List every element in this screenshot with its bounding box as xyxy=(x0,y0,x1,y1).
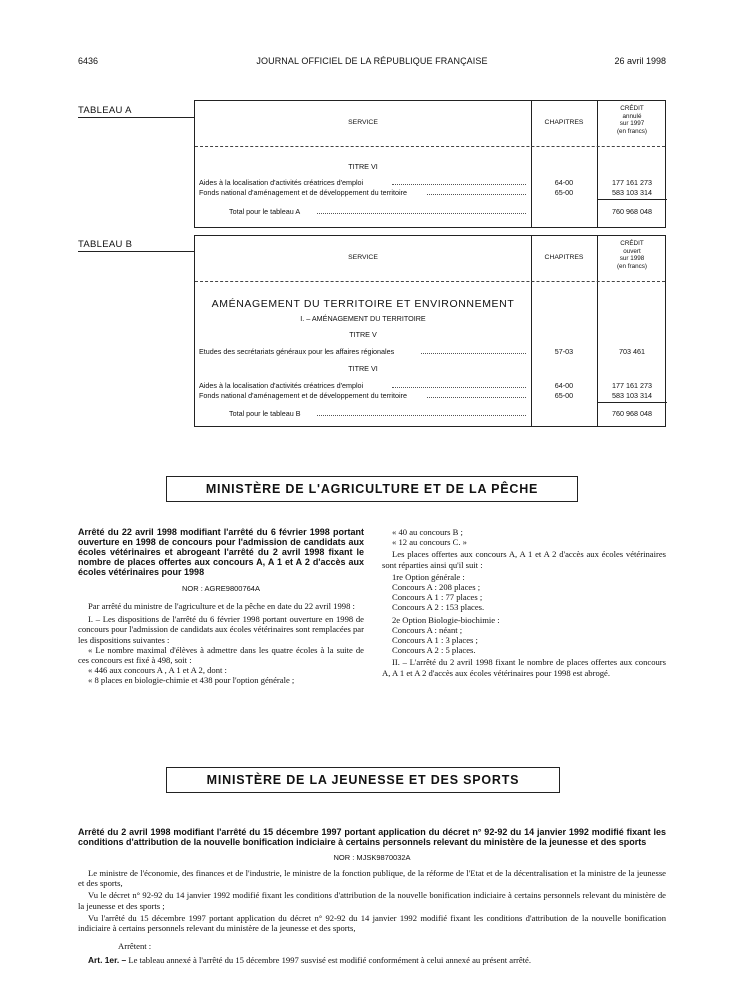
paragraph: Le ministre de l'économie, des finances et de l'industrie, le ministre de la fonction publique, de la réforme de l'Etat et de la décentralisation et la ministre de la jeunesse et des sports, xyxy=(78,868,666,889)
ministry-agriculture-title: MINISTÈRE DE L'AGRICULTURE ET DE LA PÊCHE xyxy=(166,476,578,502)
paragraph: 1re Option générale : xyxy=(392,571,465,582)
page-number: 6436 xyxy=(78,56,99,66)
table-row: Aides à la localisation d'activités créatrices d'emploi 64-00 177 161 273 xyxy=(199,381,652,390)
article-text: Le tableau annexé à l'arrêté du 15 décembre 1997 susvisé est modifié conformément à celui annexé au présent arrêté. xyxy=(128,955,531,966)
tableau-a-header xyxy=(195,101,665,147)
paragraph: Concours A 2 : 5 places. xyxy=(392,645,476,656)
paragraph: Concours A 1 : 3 places ; xyxy=(392,635,478,646)
paragraph: Concours A : néant ; xyxy=(392,624,463,635)
titre-vi: TITRE VI xyxy=(348,364,378,373)
article-1 xyxy=(78,955,666,965)
paragraph: 2e Option Biologie-biochimie : xyxy=(392,614,500,625)
paragraph: Vu le décret n° 92-92 du 14 janvier 1992 modifié fixant les conditions d'attribution de la nouvelle bonification indiciaire à certains personnels relevant du ministère de la jeunesse et des sports ; xyxy=(78,890,666,911)
section-title: AMÉNAGEMENT DU TERRITOIRE ET ENVIRONNEMENT xyxy=(211,298,515,310)
paragraph: Concours A : 208 places ; xyxy=(392,582,481,593)
ministry-jeunesse-title: MINISTÈRE DE LA JEUNESSE ET DES SPORTS xyxy=(166,767,560,793)
tableau-a-label: TABLEAU A xyxy=(78,105,194,118)
arrete-title: Arrêté du 2 avril 1998 modifiant l'arrêté du 15 décembre 1997 portant application du décret n° 92-92 du 14 janvier 1992 modifié fixant les conditions d'attribution de la nouvelle bonification indiciaire à certains personnels relevant du ministère de la jeunesse et des sports xyxy=(78,827,666,847)
table-total-row: Total pour le tableau B 760 968 048 xyxy=(229,409,652,418)
tableau-b-label: TABLEAU B xyxy=(78,239,194,252)
tableau-b xyxy=(194,235,666,427)
paragraph: « 12 au concours C. » xyxy=(392,537,467,548)
nor-reference: NOR : MJSK9870032A xyxy=(333,853,411,862)
paragraph: « 40 au concours B ; xyxy=(392,527,463,537)
col-credit: CRÉDIT ouvert sur 1998 (en francs) xyxy=(616,240,648,270)
publication-date: 26 avril 1998 xyxy=(614,56,666,66)
paragraph: I. – Les dispositions de l'arrêté du 6 février 1998 portant ouverture en 1998 de concours pour l'admission de candidats aux écoles vétérinaires sont remplacées par les dispositions suivantes : xyxy=(78,614,364,645)
titre-vi: TITRE VI xyxy=(348,162,378,171)
table-total-row: Total pour le tableau A 760 968 048 xyxy=(229,207,652,216)
paragraph: « Le nombre maximal d'élèves à admettre dans les quatre écoles à la suite de ces concours est fixé à 498, soit : xyxy=(78,644,364,666)
paragraph: II. – L'arrêté du 2 avril 1998 fixant le nombre de places offertes aux concours A, A 1 et A 2 d'accès aux écoles vétérinaires pour 1998 est abrogé. xyxy=(382,657,666,678)
arretent: Arrêtent : xyxy=(118,941,152,952)
paragraph: Concours A 1 : 77 places ; xyxy=(392,592,483,603)
table-row: Fonds national d'aménagement et de développement du territoire 65-00 583 103 314 xyxy=(199,391,652,400)
tableau-b-header xyxy=(195,236,665,282)
table-row: Aides à la localisation d'activités créatrices d'emploi 64-00 177 161 273 xyxy=(199,178,652,187)
tableau-a xyxy=(194,100,666,228)
arrete-jeunesse xyxy=(78,827,666,966)
paragraph: « 8 places en biologie-chimie et 438 pour l'option générale ; xyxy=(88,675,295,686)
page-header xyxy=(78,56,666,70)
col-credit: CRÉDIT annulé sur 1997 (en francs) xyxy=(616,105,648,135)
subsection-title: I. – AMÉNAGEMENT DU TERRITOIRE xyxy=(300,314,426,323)
paragraph: Par arrêté du ministre de l'agriculture et de la pêche en date du 22 avril 1998 : xyxy=(88,601,355,611)
paragraph: Vu l'arrêté du 15 décembre 1997 portant application du décret n° 92-92 du 14 janvier 1992 modifié fixant les conditions d'attribution de la nouvelle bonification indiciaire à certains personnels relevant du ministère de la jeunesse et des sports, xyxy=(78,912,666,934)
paragraph: « 446 aux concours A , A 1 et A 2, dont : xyxy=(88,665,227,676)
arrete-agriculture-left-column xyxy=(78,527,364,686)
col-service: SERVICE xyxy=(348,119,378,126)
article-label: Art. 1er. – xyxy=(88,955,127,966)
col-chapitres: CHAPITRES xyxy=(544,254,584,261)
journal-title: JOURNAL OFFICIEL DE LA RÉPUBLIQUE FRANÇAISE xyxy=(256,56,488,66)
arrete-title: Arrêté du 22 avril 1998 modifiant l'arrêté du 6 février 1998 portant ouverture en 1998 de concours pour l'admission de candidats aux écoles vétérinaires et abrogeant l'arrêté du 2 avril 1998 fixant le nombre de places offertes aux concours A, A 1 et A 2 d'accès aux écoles vétérinaires pour 1998 xyxy=(78,527,364,577)
arrete-agriculture-right-column xyxy=(382,527,666,678)
table-row: Etudes des secrétariats généraux pour les affaires régionales 57-03 703 461 xyxy=(199,347,645,356)
col-service: SERVICE xyxy=(348,254,378,261)
paragraph: Concours A 2 : 153 places. xyxy=(392,602,485,613)
nor-reference: NOR : AGRE9800764A xyxy=(182,584,260,593)
col-chapitres: CHAPITRES xyxy=(544,119,584,126)
table-row: Fonds national d'aménagement et de développement du territoire 65-00 583 103 314 xyxy=(199,188,652,197)
paragraph: Les places offertes aux concours A, A 1 et A 2 d'accès aux écoles vétérinaires sont réparties ainsi qu'il suit : xyxy=(382,549,666,570)
titre-v: TITRE V xyxy=(349,330,377,339)
